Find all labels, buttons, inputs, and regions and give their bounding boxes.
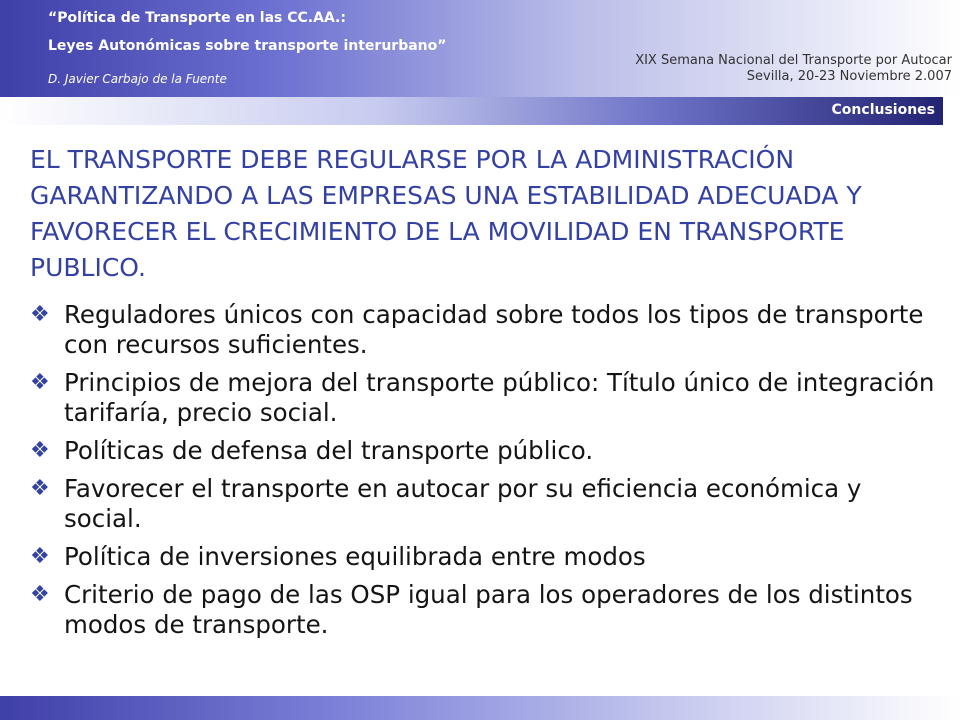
diamond-bullet-icon: ❖ xyxy=(30,302,50,327)
presentation-title-line1: “Política de Transporte en las CC.AA.: xyxy=(48,10,346,26)
list-item-text: Políticas de defensa del transporte público. xyxy=(64,436,594,465)
diamond-bullet-icon: ❖ xyxy=(30,438,50,463)
list-item-text: Reguladores únicos con capacidad sobre todos los tipos de transporte con recursos suficientes. xyxy=(64,300,924,359)
list-item xyxy=(30,368,935,428)
diamond-bullet-icon: ❖ xyxy=(30,582,50,607)
list-item xyxy=(30,436,935,466)
section-bar xyxy=(0,97,943,125)
list-item xyxy=(30,300,935,360)
list-item xyxy=(30,474,935,534)
diamond-bullet-icon: ❖ xyxy=(30,544,50,569)
author-name: D. Javier Carbajo de la Fuente xyxy=(48,72,227,86)
event-date-location: Sevilla, 20-23 Noviembre 2.007 xyxy=(746,69,952,84)
footer-band xyxy=(0,696,960,720)
list-item-text: Política de inversiones equilibrada entre modos xyxy=(64,542,646,571)
section-label: Conclusiones xyxy=(831,102,935,118)
conclusions-list xyxy=(30,300,935,648)
event-info xyxy=(635,53,952,85)
event-name: XIX Semana Nacional del Transporte por Autocar xyxy=(635,53,952,68)
diamond-bullet-icon: ❖ xyxy=(30,476,50,501)
main-headline: EL TRANSPORTE DEBE REGULARSE POR LA ADMINISTRACIÓN GARANTIZANDO A LAS EMPRESAS UNA ESTABILIDAD ADECUADA Y FAVORECER EL CRECIMIENTO DE LA MOVILIDAD EN TRANSPORTE PUBLICO. xyxy=(30,145,862,282)
list-item-text: Criterio de pago de las OSP igual para los operadores de los distintos modos de transporte. xyxy=(64,580,913,639)
list-item xyxy=(30,580,935,640)
diamond-bullet-icon: ❖ xyxy=(30,370,50,395)
list-item-text: Favorecer el transporte en autocar por su eficiencia económica y social. xyxy=(64,474,862,533)
list-item xyxy=(30,542,935,572)
presentation-title-line2: Leyes Autonómicas sobre transporte interurbano” xyxy=(48,38,447,54)
list-item-text: Principios de mejora del transporte público: Título único de integración tarifaría, precio social. xyxy=(64,368,935,427)
